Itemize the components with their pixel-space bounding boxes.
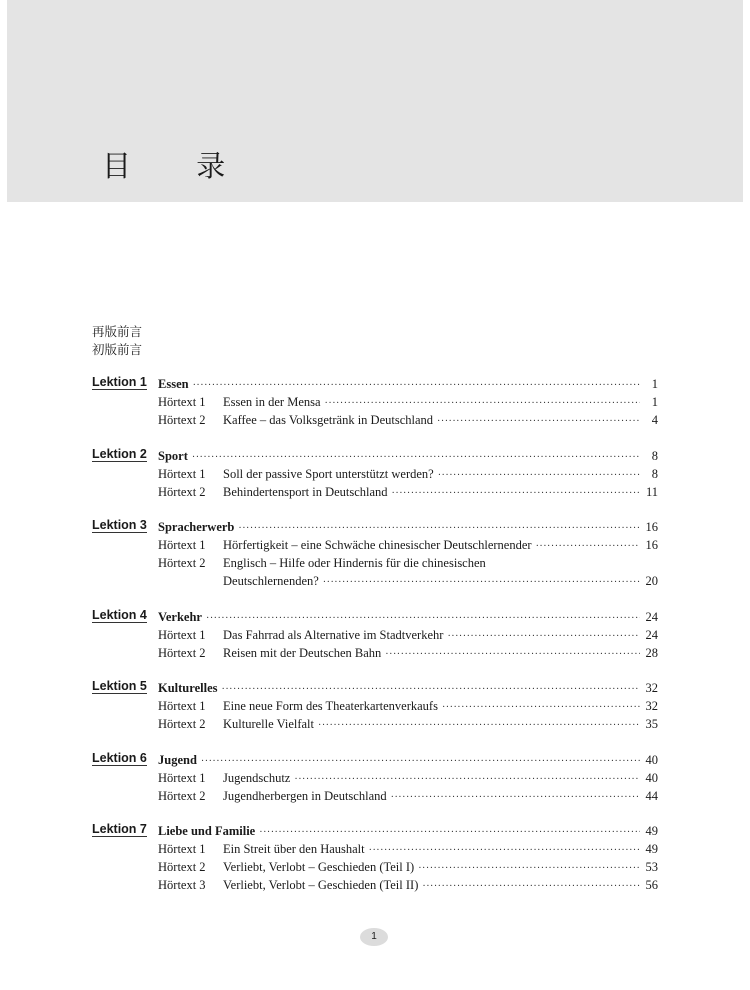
dot-leader: [391, 789, 640, 807]
lesson-topic: Kulturelles: [158, 681, 218, 695]
lesson-7: [92, 822, 658, 894]
page-number: 24: [645, 609, 658, 624]
page-number: 8: [651, 466, 658, 481]
hoertext-title: Kaffee – das Volksgetränk in Deutschland: [223, 413, 434, 427]
lesson-5: [92, 679, 658, 733]
hoertext-label: Hörtext 1: [158, 395, 206, 409]
hoertext-title: Ein Streit über den Haushalt: [223, 842, 365, 856]
lesson-label: Lektion 6: [92, 750, 147, 765]
table-of-contents: [92, 375, 658, 912]
lesson-topic: Jugend: [158, 752, 197, 767]
page-number: 4: [651, 413, 658, 427]
page-number: 1: [651, 395, 658, 409]
lesson-3: [92, 518, 658, 590]
dot-leader: [318, 717, 640, 735]
lesson-label: Lektion 7: [92, 822, 147, 836]
hoertext-row[interactable]: [92, 393, 658, 411]
hoertext-title: Essen in der Mensa: [223, 395, 321, 409]
lesson-1: [92, 375, 658, 429]
hoertext-title-continued: Deutschlernenden?: [223, 574, 319, 588]
page-number: 40: [645, 752, 658, 767]
lesson-topic: Spracherwerb: [158, 520, 235, 534]
hoertext-label: Hörtext 2: [158, 645, 206, 660]
preface-link-first-edition[interactable]: 初版前言: [92, 343, 143, 357]
hoertext-label: Hörtext 1: [158, 842, 206, 856]
hoertext-title: Behindertensport in Deutschland: [223, 484, 388, 499]
lesson-heading-row[interactable]: [92, 375, 658, 393]
hoertext-row[interactable]: [92, 787, 658, 805]
hoertext-label: Hörtext 1: [158, 699, 206, 713]
hoertext-row[interactable]: [92, 536, 658, 554]
lesson-label: Lektion 4: [92, 607, 147, 622]
hoertext-label: Hörtext 3: [158, 878, 206, 892]
lesson-2: [92, 447, 658, 501]
page-number: 40: [645, 770, 658, 785]
lesson-label: Lektion 3: [92, 518, 147, 532]
header-band: [7, 0, 743, 202]
lesson-heading-row[interactable]: [92, 608, 658, 626]
hoertext-row[interactable]: [92, 876, 658, 894]
hoertext-label: Hörtext 2: [158, 413, 206, 427]
hoertext-label: Hörtext 2: [158, 860, 206, 874]
lesson-heading-row[interactable]: [92, 447, 658, 465]
dot-leader: [437, 413, 640, 431]
lesson-heading-row[interactable]: [92, 822, 658, 840]
page-number: 16: [645, 520, 658, 534]
page-number: 24: [645, 627, 658, 642]
page-number: 28: [645, 645, 658, 660]
hoertext-title: Jugendherbergen in Deutschland: [223, 788, 387, 803]
page-number: 16: [645, 538, 658, 552]
preface-list: [92, 323, 142, 359]
hoertext-label: Hörtext 1: [158, 627, 206, 642]
page-number: 20: [645, 574, 658, 588]
hoertext-label: Hörtext 1: [158, 538, 206, 552]
page-title: 目 录: [102, 149, 254, 183]
dot-leader: [392, 485, 640, 503]
lesson-heading-row[interactable]: [92, 518, 658, 536]
page-number: 8: [651, 448, 658, 463]
lesson-label: Lektion 2: [92, 446, 147, 461]
hoertext-continuation-row[interactable]: [92, 572, 658, 590]
hoertext-title: Verliebt, Verlobt – Geschieden (Teil II): [223, 878, 419, 892]
lesson-topic: Essen: [158, 377, 189, 391]
hoertext-title: Soll der passive Sport unterstützt werden?: [223, 466, 434, 481]
hoertext-row[interactable]: [92, 644, 658, 662]
hoertext-label: Hörtext 2: [158, 556, 206, 570]
lesson-topic: Sport: [158, 448, 188, 463]
hoertext-title: Verliebt, Verlobt – Geschieden (Teil I): [223, 860, 415, 874]
hoertext-label: Hörtext 1: [158, 466, 206, 481]
footer-page-number: 1: [360, 928, 388, 946]
hoertext-title: Jugendschutz: [223, 770, 291, 785]
hoertext-row[interactable]: [92, 626, 658, 644]
dot-leader: [323, 574, 640, 592]
hoertext-title: Eine neue Form des Theaterkartenverkaufs: [223, 699, 438, 713]
hoertext-row[interactable]: [92, 858, 658, 876]
preface-link-second-edition[interactable]: 再版前言: [92, 325, 143, 339]
lesson-6: [92, 751, 658, 805]
hoertext-row[interactable]: [92, 554, 658, 572]
hoertext-row[interactable]: [92, 483, 658, 501]
page-number: 35: [645, 717, 658, 731]
hoertext-label: Hörtext 2: [158, 484, 206, 499]
hoertext-row[interactable]: [92, 465, 658, 483]
hoertext-label: Hörtext 1: [158, 770, 206, 785]
hoertext-title: Hörfertigkeit – eine Schwäche chinesischer Deutschlernender: [223, 538, 532, 552]
page-number: 49: [645, 842, 658, 856]
page-number: 11: [645, 484, 658, 499]
hoertext-title: Kulturelle Vielfalt: [223, 717, 315, 731]
lesson-label: Lektion 5: [92, 679, 147, 693]
lesson-label: Lektion 1: [92, 375, 147, 389]
lesson-topic: Verkehr: [158, 609, 202, 624]
lesson-4: [92, 608, 658, 662]
hoertext-row[interactable]: [92, 715, 658, 733]
lesson-heading-row[interactable]: [92, 751, 658, 769]
hoertext-title: Das Fahrrad als Alternative im Stadtverkehr: [223, 627, 444, 642]
hoertext-title: Englisch – Hilfe oder Hindernis für die chinesischen: [223, 556, 486, 570]
page-number: 44: [645, 788, 658, 803]
dot-leader: [385, 646, 640, 664]
page-number: 56: [645, 878, 658, 892]
lesson-heading-row[interactable]: [92, 679, 658, 697]
page-number: 49: [645, 824, 658, 838]
page-number: 53: [645, 860, 658, 874]
hoertext-title: Reisen mit der Deutschen Bahn: [223, 645, 382, 660]
dot-leader: [422, 878, 640, 896]
lesson-topic: Liebe und Familie: [158, 824, 256, 838]
hoertext-row[interactable]: [92, 697, 658, 715]
page-number: 32: [645, 681, 658, 695]
page-number: 1: [651, 377, 658, 391]
hoertext-row[interactable]: [92, 840, 658, 858]
hoertext-row[interactable]: [92, 769, 658, 787]
hoertext-label: Hörtext 2: [158, 717, 206, 731]
hoertext-label: Hörtext 2: [158, 788, 206, 803]
hoertext-row[interactable]: [92, 411, 658, 429]
page-number: 32: [645, 699, 658, 713]
